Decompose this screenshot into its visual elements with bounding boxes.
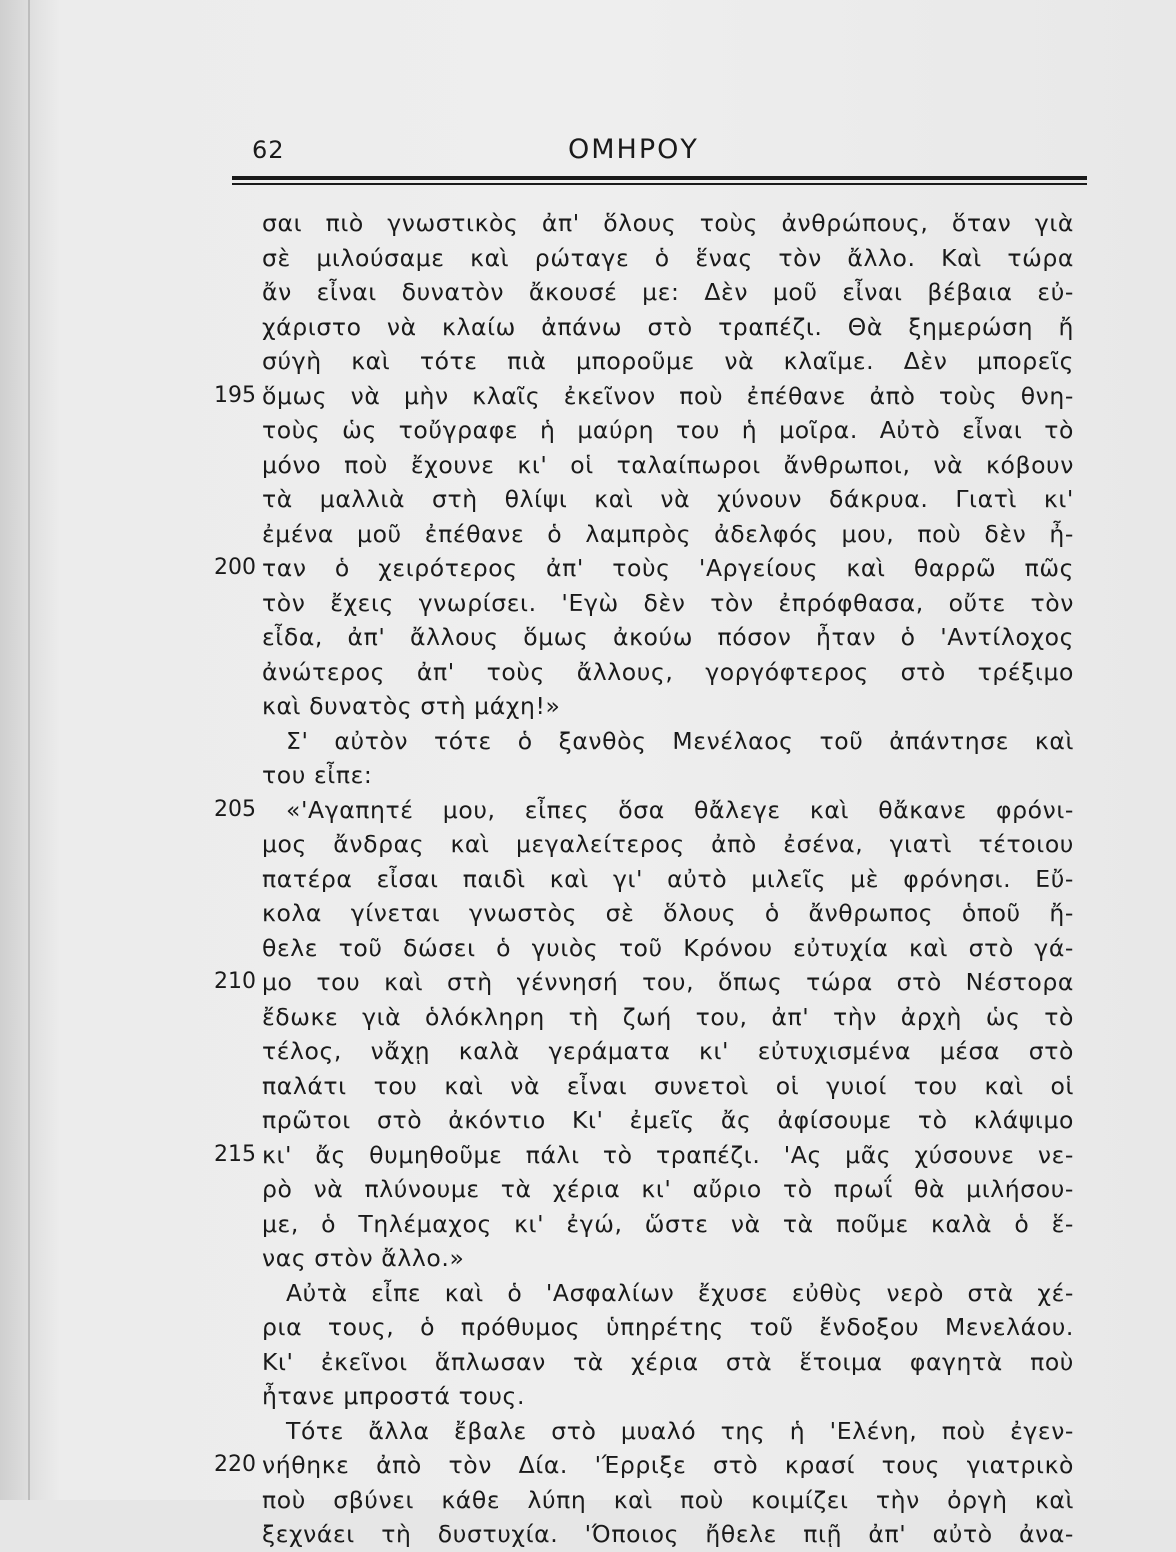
text-line: χάριστο νὰ κλαίω ἀπάνω στὸ τραπέζι. Θὰ ξημερώση ἤ <box>262 312 1074 341</box>
text-line: εἶδα, ἀπ' ἄλλους ὅμως ἀκούω πόσον ἦταν ὁ 'Αντίλοχος <box>262 623 1074 651</box>
text-line: μόνο ποὺ ἔχουνε κι' οἱ ταλαίπωροι ἄνθρωποι, νὰ κόβουν <box>262 450 1074 479</box>
text-line: ἔδωκε γιὰ ὁλόκληρη τὴ ζωή του, ἀπ' τὴν ἀρχὴ ὡς τὸ <box>262 1002 1074 1031</box>
text-line: τοὺς ὡς τοὔγραφε ἡ μαύρη του ἡ μοῖρα. Αὐτὸ εἶναι τὸ <box>262 416 1074 444</box>
text-line: ἐμένα μοῦ ἐπέθανε ὁ λαμπρὸς ἀδελφός μου, ποὺ δὲν ἦ- <box>262 519 1074 548</box>
text-line: παλάτι του καὶ νὰ εἶναι συνετοὶ οἱ γυιοί του καὶ οἱ <box>262 1071 1074 1100</box>
text-line: τὸν ἔχεις γνωρίσει. 'Εγὼ δὲν τὸν ἐπρόφθασα, οὔτε τὸν <box>262 588 1074 617</box>
text-line: πατέρα εἶσαι παιδὶ καὶ γι' αὐτὸ μιλεῖς μὲ φρόνησι. Εὔ- <box>262 864 1074 893</box>
verse-number: 195 <box>214 382 256 408</box>
page-header <box>232 132 1087 172</box>
text-line: ποὺ σβύνει κάθε λύπη καὶ ποὺ κοιμίζει τὴν ὀργὴ καὶ <box>262 1485 1074 1514</box>
text-line: νήθηκε ἀπὸ τὸν Δία. 'Έρριξε στὸ κρασί τους γιατρικὸ <box>262 1451 1074 1479</box>
text-line: ἦτανε μπροστά τους. <box>262 1382 526 1410</box>
text-line: καὶ δυνατὸς στὴ μάχη!» <box>262 692 561 720</box>
text-line: ἄν εἶναι δυνατὸν ἄκουσέ με: Δὲν μοῦ εἶναι βέβαια εὐ- <box>262 278 1074 306</box>
header-rule-thick <box>232 176 1087 180</box>
text-line: μος ἄνδρας καὶ μεγαλείτερος ἀπὸ ἐσένα, γιατὶ τέτοιου <box>262 830 1074 858</box>
text-line: ὅμως νὰ μὴν κλαῖς ἐκεῖνον ποὺ ἐπέθανε ἀπὸ τοὺς θνη- <box>262 381 1074 410</box>
verse-number: 200 <box>214 555 256 580</box>
text-line: «'Αγαπητέ μου, εἶπες ὅσα θἄλεγε καὶ θἄκανε φρόνι- <box>286 795 1074 824</box>
binding-gutter <box>28 0 30 1500</box>
text-line: πρῶτοι στὸ ἀκόντιο Κι' ἐμεῖς ἄς ἀφίσουμε τὸ κλάψιμο <box>262 1106 1074 1134</box>
text-line: Αὐτὰ εἶπε καὶ ὁ 'Ασφαλίων ἔχυσε εὐθὺς νερὸ στὰ χέ- <box>286 1278 1074 1307</box>
running-title: ΟΜΗΡΟΥ <box>568 134 699 165</box>
text-line: σὲ μιλούσαμε καὶ ρώταγε ὁ ἕνας τὸν ἄλλο. Καὶ τώρα <box>262 243 1074 272</box>
text-line: κολα γίνεται γνωστὸς σὲ ὅλους ὁ ἄνθρωπος ὁποῦ ἤ- <box>262 899 1074 927</box>
text-line: του εἶπε: <box>262 761 373 789</box>
text-line: ρὸ νὰ πλύνουμε τὰ χέρια κι' αὔριο τὸ πρωΐ θὰ μιλήσου- <box>262 1175 1074 1203</box>
text-line: τὰ μαλλιὰ στὴ θλίψι καὶ νὰ χύνουν δάκρυα. Γιατὶ κι' <box>262 485 1074 513</box>
verse-number: 220 <box>214 1452 256 1477</box>
text-line: θελε τοῦ δώσει ὁ γυιὸς τοῦ Κρόνου εὐτυχία καὶ στὸ γά- <box>262 933 1074 962</box>
text-line: κι' ἄς θυμηθοῦμε πάλι τὸ τραπέζι. 'Ας μᾶς χύσουνε νε- <box>262 1140 1074 1169</box>
text-line: σαι πιὸ γνωστικὸς ἀπ' ὅλους τοὺς ἀνθρώπους, ὅταν γιὰ <box>262 209 1074 237</box>
text-line: με, ὁ Τηλέμαχος κι' ἐγώ, ὥστε νὰ τὰ ποῦμε καλὰ ὁ ἕ- <box>262 1209 1074 1238</box>
text-line: νας στὸν ἄλλο.» <box>262 1244 465 1272</box>
text-line: ταν ὁ χειρότερος ἀπ' τοὺς 'Αργείους καὶ θαρρῶ πῶς <box>262 554 1074 582</box>
text-line: μο του καὶ στὴ γέννησή του, ὅπως τώρα στὸ Νέστορα <box>262 968 1074 996</box>
text-line: ξεχνάει τὴ δυστυχία. 'Όποιος ἤθελε πιῇ ἀπ' αὐτὸ ἀνα- <box>262 1520 1074 1548</box>
verse-number: 215 <box>214 1141 256 1167</box>
page-number: 62 <box>252 136 285 164</box>
text-line: Σ' αὐτὸν τότε ὁ ξανθὸς Μενέλαος τοῦ ἀπάντησε καὶ <box>286 726 1074 755</box>
text-line: τέλος, νἄχῃ καλὰ γεράματα κι' εὐτυχισμένα μέσα στὸ <box>262 1037 1074 1065</box>
text-line: σύγὴ καὶ τότε πιὰ μποροῦμε νὰ κλαῖμε. Δὲν μπορεῖς <box>262 347 1074 375</box>
verse-number: 205 <box>214 796 256 822</box>
header-rule-thin <box>232 183 1087 185</box>
verse-number: 210 <box>214 969 256 994</box>
body-text <box>262 206 1074 1552</box>
text-line: ἀνώτερος ἀπ' τοὺς ἄλλους, γοργόφτερος στὸ τρέξιμο <box>262 657 1074 686</box>
text-line: ρια τους, ὁ πρόθυμος ὑπηρέτης τοῦ ἔνδοξου Μενελάου. <box>262 1313 1074 1341</box>
text-line: Τότε ἄλλα ἔβαλε στὸ μυαλό της ἡ 'Ελένη, ποὺ ἐγεν- <box>286 1416 1074 1445</box>
text-line: Κι' ἐκεῖνοι ἅπλωσαν τὰ χέρια στὰ ἕτοιμα φαγητὰ ποὺ <box>262 1347 1074 1376</box>
